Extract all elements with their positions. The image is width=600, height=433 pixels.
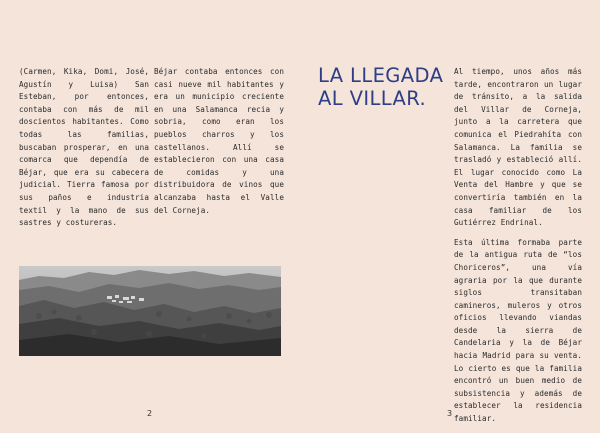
left-page	[0, 0, 300, 425]
village-landscape-photo	[19, 266, 281, 356]
paragraph-2: Esta última formaba parte de la antigua ruta de “los Choriceros”, una vía agraria por la que durante siglos transitaban camineros, muleros y otros oficios llevando viandas desde la sierra de Candelaria y la de Béjar hacia Madrid para su venta. Lo cierto es que la familia encontró un buen medio de subsistencia y además de establecer la residencia familiar.	[454, 237, 582, 424]
title-line-2: AL VILLAR.	[318, 87, 427, 110]
title-line-1: LA LLEGADA	[318, 64, 444, 87]
text-column-1: (Carmen, Kika, Domi, José, Agustín y Luisa) San Esteban, por entonces, contaba con más de mil doscientos habitantes. Como todas las familias, buscaban prosperar, en una comarca que dependía de Béjar, que era su cabecera judicial. Tierra famosa por sus paños e industria textil y la mano de sus sastres y costureras.	[19, 67, 149, 228]
paragraph-1: Al tiempo, unos años más tarde, encontraron un lugar de tránsito, a la salida del Villar de Corneja, junto a la carretera que comunica el Piedrahíta con Salamanca. La familia se trasladó y estableció allí. El lugar conocido como La Venta del Hambre y que se convertiría también en la casa familiar de los Gutiérrez Endrinal.	[454, 67, 582, 228]
text-column-3	[454, 66, 582, 433]
text-column-2: Béjar contaba entonces con casi nueve mil habitantes y era un municipio creciente en una Salamanca recia y sobria, como eran los pueblos charros y los castellanos. Allí se establecieron con una casa de comidas y una distribuidora de vinos que alcanzaba hasta el Valle del Corneja.	[154, 67, 284, 215]
page-number: 3	[447, 409, 453, 418]
chapter-title	[318, 64, 450, 110]
page-number: 2	[147, 409, 153, 418]
